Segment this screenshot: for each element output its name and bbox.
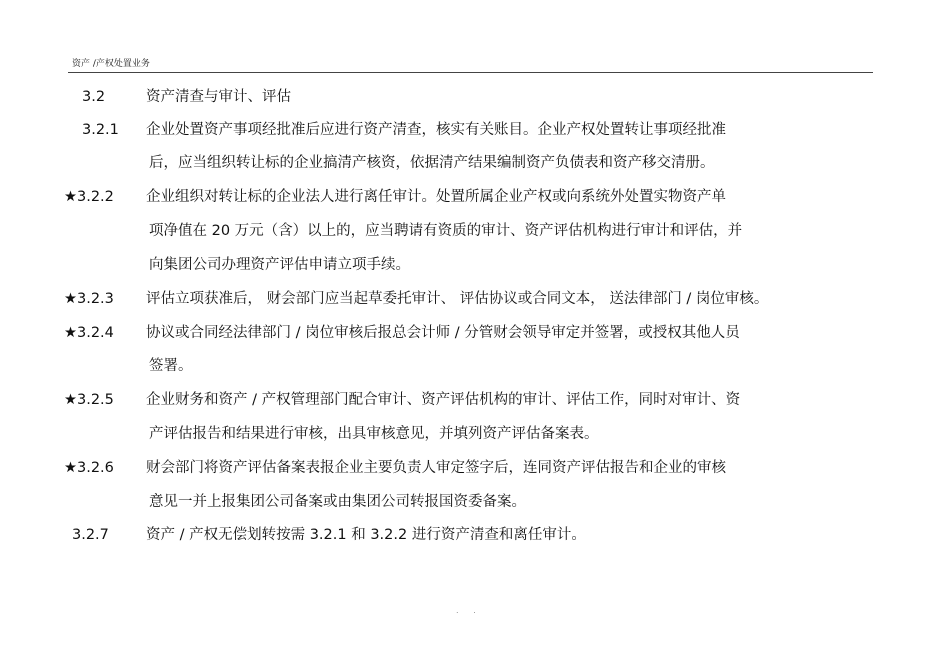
section-text-line: 产评估报告和结果进行审核，出具审核意见，并填列资产评估备案表。	[149, 426, 599, 442]
section-text-line: 企业处置资产事项经批准后应进行资产清查，核实有关账目。企业产权处置转让事项经批准	[146, 122, 726, 138]
section-number: ★3.2.5	[64, 392, 114, 408]
section-text-line: 向集团公司办理资产评估申请立项手续。	[149, 257, 410, 273]
section-text-line: 后，应当组织转让标的企业搞清产核资，依据清产结果编制资产负债表和资产移交清册。	[149, 155, 715, 171]
section-number: ★3.2.2	[64, 189, 114, 205]
section-text-line: 项净值在 20 万元（含）以上的，应当聘请有资质的审计、资产评估机构进行审计和评估，并	[149, 223, 743, 239]
section-text-line: 企业财务和资产 / 产权管理部门配合审计、资产评估机构的审计、评估工作，同时对审计、资	[146, 392, 741, 408]
section-number: 3.2.7	[72, 527, 109, 543]
section-text-line: 财会部门将资产评估备案表报企业主要负责人审定签字后，连同资产评估报告和企业的审核	[146, 460, 726, 476]
page-header: 资产 /产权处置业务	[72, 59, 150, 69]
section-number: 3.2.1	[82, 122, 119, 138]
section-text-line: 协议或合同经法律部门 / 岗位审核后报总会计师 / 分管财会领导审定并签署，或授权其他人员	[146, 325, 740, 341]
section-number: 3.2	[82, 89, 106, 105]
section-text-line: 企业组织对转让标的企业法人进行离任审计。处置所属企业产权或向系统外处置实物资产单	[146, 189, 726, 205]
section-number: ★3.2.4	[64, 325, 114, 341]
section-text-line: 资产 / 产权无偿划转按需 3.2.1 和 3.2.2 进行资产清查和离任审计。	[146, 527, 586, 543]
section-number: ★3.2.3	[64, 291, 114, 307]
section-text-line: 评估立项获准后， 财会部门应当起草委托审计、 评估协议或合同文本， 送法律部门 / 岗位审核。	[146, 291, 769, 307]
header-rule	[68, 72, 873, 73]
section-text-line: 签署。	[149, 358, 193, 374]
page-footer: . .	[456, 606, 482, 615]
section-number: ★3.2.6	[64, 460, 114, 476]
section-text-line: 意见一并上报集团公司备案或由集团公司转报国资委备案。	[149, 494, 526, 510]
section-text-line: 资产清查与审计、评估	[146, 89, 291, 105]
